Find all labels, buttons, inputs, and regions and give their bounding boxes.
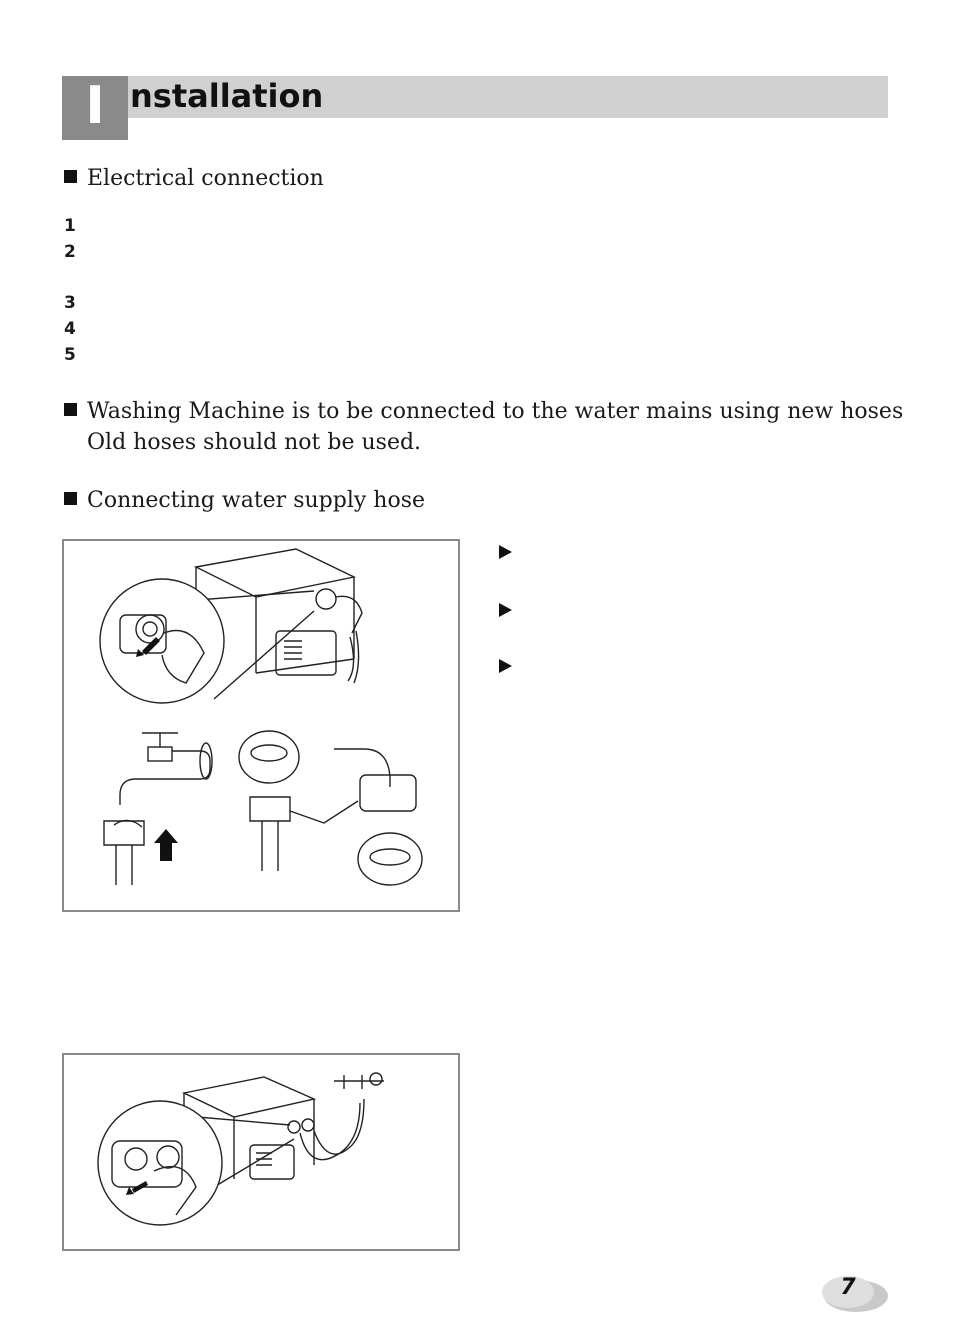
section-hoses-line1: Washing Machine is to be connected to the water mains using new hoses	[87, 399, 904, 424]
tap-handle-shape	[142, 733, 178, 747]
section-electrical-label: Electrical connection	[87, 166, 324, 191]
zoom-circle-shape	[100, 579, 224, 703]
tap-handle-shape	[370, 1073, 382, 1085]
black-arrow-icon	[154, 829, 178, 861]
section-hoses-line2: Old hoses should not be used.	[87, 430, 422, 455]
hose-connection-illustration	[64, 541, 458, 910]
hot-cold-connection-illustration	[64, 1055, 458, 1249]
elbow-nut-shape	[360, 775, 416, 811]
valve-shape	[302, 1119, 314, 1131]
bullet-square-icon	[64, 492, 77, 505]
machine-top-shape	[184, 1077, 314, 1117]
section-hoses	[64, 396, 903, 427]
page-title: nstallation	[130, 77, 324, 115]
tap-body-shape	[148, 747, 172, 761]
arrow-bullet-icon	[499, 545, 512, 559]
elbow-shape	[334, 749, 390, 787]
machine-base-shape	[256, 659, 354, 673]
step-number: 4	[64, 319, 76, 339]
arrow-bullet-icon	[499, 659, 512, 673]
step-number: 1	[64, 216, 76, 236]
section-supply-hose	[64, 485, 425, 516]
tap-pipe-shape	[120, 751, 210, 805]
figure-hot-cold-connection	[62, 1053, 460, 1251]
washer-shape	[251, 745, 287, 761]
tap-shape	[334, 1075, 384, 1089]
valve-shape	[316, 589, 336, 609]
hose-shape	[348, 631, 359, 683]
washer-shape	[370, 849, 410, 865]
hand-shape	[336, 596, 362, 633]
step-number: 3	[64, 293, 76, 313]
bullet-square-icon	[64, 403, 77, 416]
section-electrical	[64, 163, 324, 194]
machine-vent-shape	[284, 641, 302, 659]
connector-nut-shape	[250, 797, 290, 821]
pointer-line-shape	[290, 801, 358, 823]
figure-hose-connection	[62, 539, 460, 912]
connector-hose-shape	[262, 821, 278, 871]
machine-vent-shape	[256, 1153, 272, 1165]
step-number: 5	[64, 345, 76, 365]
bullet-square-icon	[64, 170, 77, 183]
step-number: 2	[64, 242, 76, 262]
washer-zoom-shape	[358, 833, 422, 885]
valve-shape	[288, 1121, 300, 1133]
supply-hose-shape	[116, 845, 132, 885]
section-supply-hose-label: Connecting water supply hose	[87, 488, 426, 513]
page-number: 7	[840, 1275, 856, 1300]
washer-zoom-shape	[239, 731, 299, 783]
header-initial: I	[85, 76, 105, 136]
hose-shape	[300, 1099, 364, 1160]
arrow-bullet-icon	[499, 603, 512, 617]
zoom-circle-shape	[98, 1101, 222, 1225]
